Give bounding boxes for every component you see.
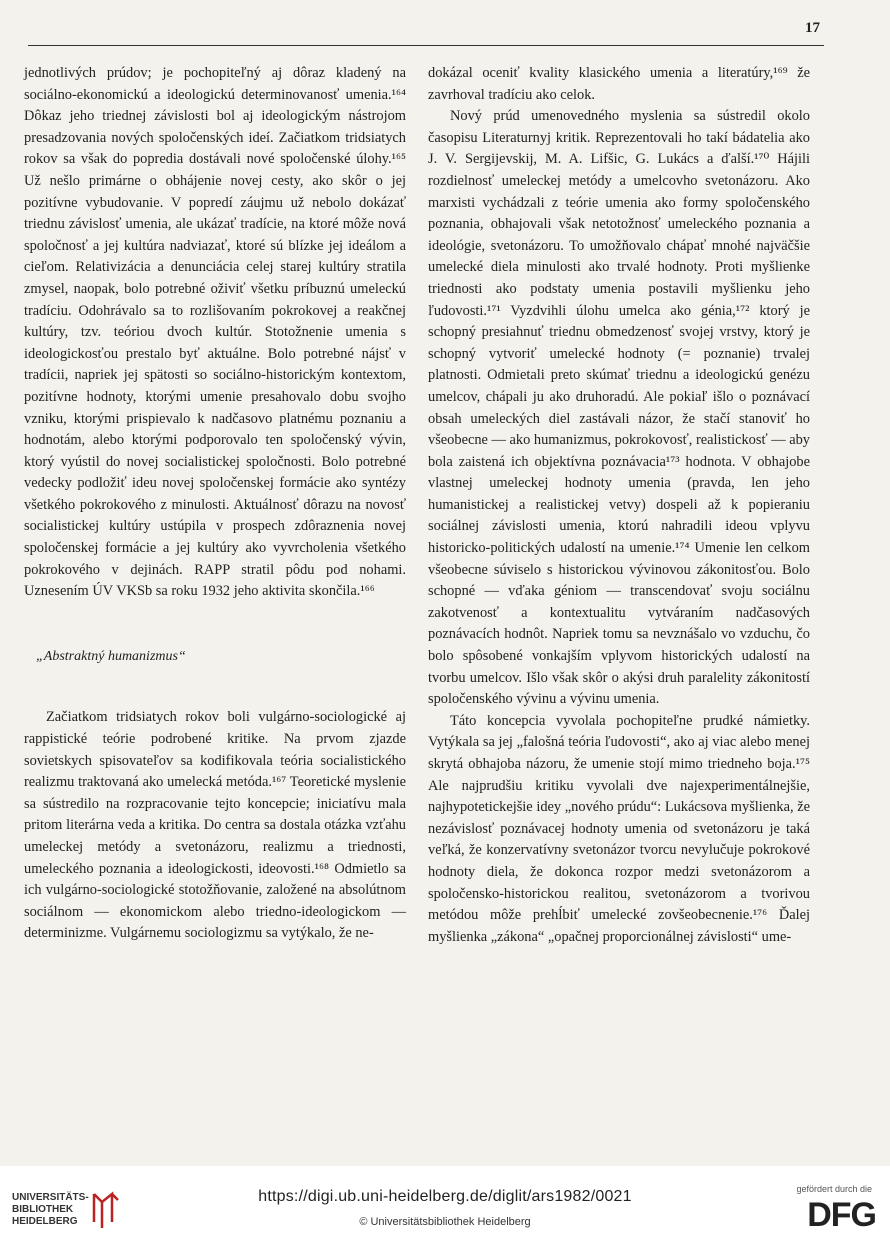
- paragraph: Táto koncepcia vyvolala pochopiteľne prudké námietky. Vytýkala sa jej „falošná teória ľudovosti“, ako aj viac alebo menej skrytá obhajoba názoru, že umenie stojí mimo triedneho boja.¹⁷⁵ Ale najprudšiu kritiku vyvolali dve najexperimentálnejšie, najhypotetickejšie idey „nového prúdu“: Lukácsova myšlienka, že nezávislosť poznávacej hodnoty umenia od svetonázoru je taká veľká, že konzervatívny svetonázor tvorcu nevylučuje pokrokové hodnoty diela, že dokonca rozpor medzi svetonázorom a spoločensko-historickou realitou, svetonázorom a tvorivou metódou môže prehĺbiť umelecké zovšeobecnenie.¹⁷⁶ Ďalej myšlienka „zákona“ „opačnej proporcionálnej závislosti“ ume-: [428, 712, 810, 945]
- header-rule: [28, 45, 824, 46]
- section-heading: „Abstraktný humanizmus“: [36, 648, 186, 664]
- page-number: 17: [805, 20, 820, 36]
- copyright-notice: © Universitätsbibliothek Heidelberg: [359, 1216, 531, 1228]
- paragraph: Nový prúd umenovedného myslenia sa sústredil okolo časopisu Literaturnyj kritik. Reprezentovali ho takí bádatelia ako J. V. Sergijevskij, M. A. Lifšic, G. Lukács a ďalší.¹⁷⁰ Hájili rozdielnosť umeleckej metódy a umelcovho svetonázoru. Ako marxisti vychádzali z teórie umenia ako formy spoločenského poznania, obhajovali však netotožnosť umeleckého poznania a ideológie, svetonázoru. To umožňovalo chápať mnohé najväčšie umelecké diela minulosti ako trvalé hodnoty. Proti myšlienke triednosti ako podstaty umenia postavili myšlienku jeho ľudovosti.¹⁷¹ Vyzdvihli úlohu umelca ako génia,¹⁷² ktorý je schopný presiahnuť triednu obmedzenosť svojej vrstvy, ktorý je schopný vytvoriť umelecké hodnoty (= poznanie) trvalej platnosti. Odmietali preto skúmať triednu a ideologickú genézu umelcov, chápali ju ako druhoradú. Ale pokiaľ išlo o poznávací obsah umeleckých diel zastávali názor, že stačí stanoviť ho všeobecne — ako humanizmus, pokrokovosť, realistickosť — aby bola zaistená ich objektívna poznávacia¹⁷³ hodnota. V obhajobe vlastnej umeleckej hodnoty umenia (pravda, len jeho humanistickej a realistickej vetvy) dospeli až k popieraniu sociálnej závislosti umenia, ktorú nahradili ideou vplyvu historicko-politických udalostí na umenie.¹⁷⁴ Umenie len celkom všeobecne súviselo s historickou vývinovou zákonitosťou. Bolo schopné — vďaka géniom — transcendovať svoju sociálnu zakotvenosť a kontextualitu vytváraním nadčasových poznávacích hodnôt. Napriek tomu sa nevznášalo vo vzduchu, čo bolo spôsobené vonkajším vplyvom historických udalostí na tvorbu umelcov. Išlo však skôr o akýsi druh paralelity zákonitostí spoločenského vývinu a vývinu umenia.: [428, 108, 810, 708]
- paragraph: jednotlivých prúdov; je pochopiteľný aj dôraz kladený na sociálno-ekonomickú a ideologickú determinovanosť umenia.¹⁶⁴ Dôkaz jeho triednej závislosti bol aj ideologickým nástrojom presadzovania nových spoločenských ideí. Začiatkom tridsiatych rokov sa však do popredia dostávali nové spoločenské úlohy.¹⁶⁵ Už nešlo primárne o obhájenie novej cesty, ako skôr o jej pozitívne vybudovanie. V popredí záujmu už nebolo dokázať triednu závislosť umenia, ale ukázať tradície, na ktoré môže nová spoločnosť a jej kultúra nadviazať, ktoré sú blízke jej ideálom a cieľom. Relativizácia a denunciácia celej starej kultúry stratila zmysel, naopak, bolo potrebné oživiť všetku príbuznú umeleckú tradíciu. Odohrávalo sa to rozlišovaním pokrokovej a reakčnej kultúry, tzv. teóriou dvoch kultúr. Stotožnenie umenia s ideologickosťou prestalo byť aktuálne. Bolo potrebné nájsť v tradícii, napriek jej spätosti so sociálno-historickým kontextom, pozitívne hodnoty, ktorými umenie presahovalo dobu svojho vzniku, ktorými prispievalo k nadčasovo platnému poznaniu a hodnotám, alebo ktorými podporovalo ten spoločenský vývin, ktorý vyústil do novej socialistickej spoločnosti. Bolo potrebné vedecky podložiť ideu novej spoločenskej formácie ako syntézy všetkého pokrokového z minulosti. Aktuálnosť dôrazu na novosť socialistickej kultúry ustúpila v prospech zdôraznenia novej spoločenskej formácie a jej kultúry ako vyvrcholenia všetkého pokrokového v dejinách. RAPP stratil pôdu pod nohami. Uznesením ÚV VKSb sa roku 1932 jeho aktivita skončila.¹⁶⁶: [24, 65, 406, 600]
- dfg-logo: DFG: [807, 1196, 876, 1234]
- paragraph: dokázal oceniť kvality klasického umenia a literatúry,¹⁶⁹ že zavrhoval tradíciu ako celok.: [428, 65, 810, 103]
- paragraph: Začiatkom tridsiatych rokov boli vulgárno-sociologické aj rappistické teórie podrobené kritike. Na prvom zjazde sovietskych spisovateľov sa kodifikovala teória socialistického realizmu traktovaná ako umelecká metóda.¹⁶⁷ Teoretické myslenie sa sústredilo na rozpracovanie tejto koncepcie; iniciatívu mala pritom literárna veda a kritika. Do centra sa dostala otázka vzťahu umeleckej metódy a svetonázoru, realizmu a triednosti, umeleckého poznania a ideologickosti, ideovosti.¹⁶⁸ Odmietlo sa ich vulgárno-sociologické stotožňovanie, založené na absolútnom sociálnom — ekonomickom alebo triedno-ideologickom — determinizme. Vulgárnemu sociologizmu sa vytýkalo, že ne-: [24, 709, 406, 942]
- library-logo: UNIVERSITÄTS- BIBLIOTHEK HEIDELBERG: [12, 1192, 89, 1227]
- permalink-url[interactable]: https://digi.ub.uni-heidelberg.de/diglit/ars1982/0021: [258, 1188, 632, 1205]
- left-column: [24, 63, 406, 945]
- right-column: [428, 63, 810, 948]
- digitization-footer: [0, 1166, 890, 1241]
- funding-note: gefördert durch die: [796, 1184, 872, 1194]
